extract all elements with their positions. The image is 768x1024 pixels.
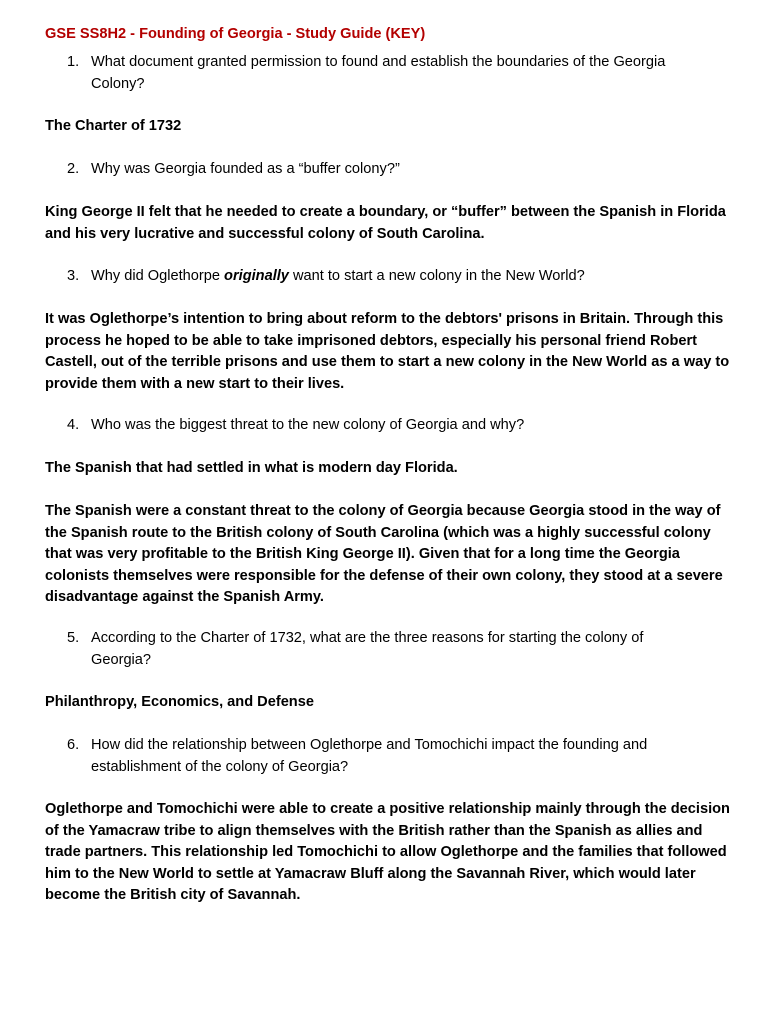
question-6 <box>67 735 707 778</box>
question-text-end: want to start a new colony in the New World? <box>288 268 585 284</box>
question-2 <box>67 159 707 181</box>
question-number: 3. <box>67 268 80 284</box>
answer-1: The Charter of 1732 <box>45 118 182 134</box>
question-text: How did the relationship between Oglethorpe and Tomochichi impact the founding and establishment of the colony of Georgia? <box>91 737 648 775</box>
question-emphasis: originally <box>224 268 289 284</box>
answer-4-short: The Spanish that had settled in what is modern day Florida. <box>45 460 458 476</box>
question-number: 5. <box>67 630 80 646</box>
question-text: According to the Charter of 1732, what are the three reasons for starting the colony of Georgia? <box>91 630 644 668</box>
question-3 <box>67 266 707 288</box>
question-5 <box>67 628 707 671</box>
question-text <box>67 266 707 288</box>
question-number: 4. <box>67 417 80 433</box>
question-1 <box>67 52 707 95</box>
question-number: 2. <box>67 161 80 177</box>
question-text-start: Why did Oglethorpe <box>91 268 225 284</box>
answer-2: King George II felt that he needed to create a boundary, or “buffer” between the Spanish in Florida and his very lucrative and successful colony of South Carolina. <box>45 204 726 242</box>
answer-4-detail: The Spanish were a constant threat to the colony of Georgia because Georgia stood in the way of the Spanish route to the British colony of South Carolina (which was a highly successful colony that was very profitable to the British King George II). Given that for a long time the Georgia colonists themselves were responsible for the defense of their own colony, they stood at a severe disadvantage against the Spanish Army. <box>45 503 723 605</box>
document-title: GSE SS8H2 - Founding of Georgia - Study Guide (KEY) <box>45 26 426 42</box>
answer-5: Philanthropy, Economics, and Defense <box>45 694 314 710</box>
question-number: 6. <box>67 737 80 753</box>
answer-6: Oglethorpe and Tomochichi were able to create a positive relationship mainly through the decision of the Yamacraw tribe to align themselves with the British rather than the Spanish as allies and trade partners. This relationship led Tomochichi to allow Oglethorpe and the families that followed him to the New World to settle at Yamacraw Bluff along the Savannah River, which would later become the British city of Savannah. <box>45 801 730 903</box>
question-number: 1. <box>67 54 80 70</box>
answer-3: It was Oglethorpe’s intention to bring about reform to the debtors' prisons in Britain. Through this process he hoped to be able to take imprisoned debtors, especially his personal friend Robert Castell, out of the terrible prisons and use them to start a new colony in the New World as a way to provide them with a new start to their lives. <box>45 311 730 392</box>
question-text: Who was the biggest threat to the new colony of Georgia and why? <box>91 417 525 433</box>
question-text: Why was Georgia founded as a “buffer colony?” <box>91 161 400 177</box>
question-text: What document granted permission to found and establish the boundaries of the Georgia Colony? <box>91 54 666 92</box>
question-4 <box>67 415 707 437</box>
